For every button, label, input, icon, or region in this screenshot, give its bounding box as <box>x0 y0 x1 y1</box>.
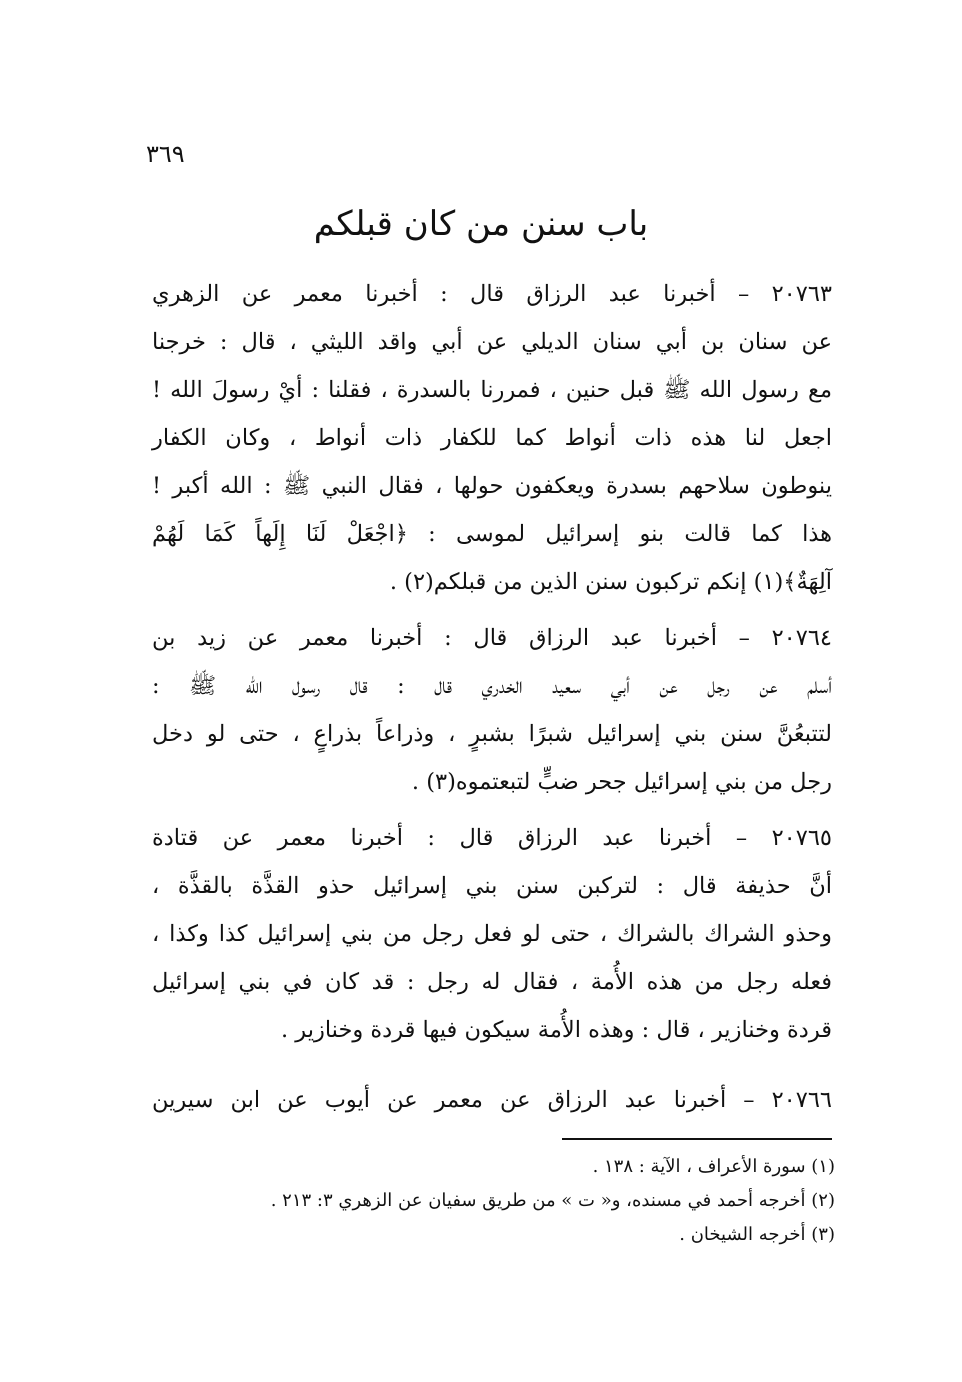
hadith-line: ٢٠٧٦٣ – أخبرنا عبد الرزاق قال : أخبرنا معمر عن الزهري <box>152 281 832 307</box>
hadith-line: فعله رجل من هذه الأُمة ، فقال له رجل : قد كان في بني إسرائيل <box>152 969 832 995</box>
footnote-divider <box>562 1138 832 1140</box>
chapter-title: باب سنن من كان قبلكم <box>313 204 649 244</box>
footnote-3: (٣) أخرجه الشيخان . <box>679 1224 835 1245</box>
hadith-line: أنَّ حذيفة قال : لتركبن سنن بني إسرائيل حذو القذَّة بالقذَّة ، <box>152 873 832 899</box>
footnote-2: (٢) أخرجه أحمد في مسنده، و« ت » من طريق سفيان عن الزهري ٣: ٢١٣ . <box>270 1190 835 1211</box>
hadith-line: آلِهَةٌ﴾(١) إنكم تركبون سنن الذين من قبلكم(٢) . <box>389 569 832 595</box>
hadith-line: أسلم عن رجل عن أبي سعيد الخدري قال : قال رسول الله ﷺ : <box>152 673 832 699</box>
footnotes <box>150 1150 835 1252</box>
hadith-line: ٢٠٧٦٥ – أخبرنا عبد الرزاق قال : أخبرنا معمر عن قتادة <box>152 825 832 851</box>
hadith-line: مع رسول الله ﷺ قبل حنين ، فمررنا بالسدرة ، فقلنا : أيْ رسولَ الله ! <box>152 377 832 403</box>
hadith-line: هذا كما قالت بنو إسرائيل لموسى : ﴿اجْعَلْ لَنَا إِلَهاً كَمَا لَهُمْ <box>152 521 832 547</box>
hadith-line: رجل من بني إسرائيل جحر ضبٍّ لتبعتموه(٣) . <box>411 769 832 795</box>
hadith-line: اجعل لنا هذه ذات أنواط كما للكفار ذات أنواط ، وكان الكفار <box>152 425 832 451</box>
hadith-20766 <box>152 1076 832 1124</box>
hadith-line: ٢٠٧٦٤ – أخبرنا عبد الرزاق قال : أخبرنا معمر عن زيد بن <box>152 625 832 651</box>
hadith-line: وحذو الشراك بالشراك ، حتى لو فعل رجل من بني إسرائيل كذا وكذا ، <box>152 921 832 947</box>
hadith-line: ينوطون سلاحهم بسدرة ويعكفون حولها ، فقال النبي ﷺ : الله أكبر ! <box>152 473 832 499</box>
hadith-20764 <box>152 614 832 806</box>
hadith-line: قردة وخنازير ، قال : وهذه الأُمة سيكون فيها قردة وخنازير . <box>280 1017 832 1043</box>
footnote-1: (١) سورة الأعراف ، الآية : ١٣٨ . <box>592 1156 835 1177</box>
hadith-20765 <box>152 814 832 1054</box>
hadith-20763 <box>152 270 832 606</box>
hadith-line: ٢٠٧٦٦ – أخبرنا عبد الرزاق عن معمر عن أيوب عن ابن سيرين <box>152 1087 832 1113</box>
hadith-line: عن سنان بن أبي سنان الديلي عن أبي واقد الليثي ، قال : خرجنا <box>152 329 832 355</box>
page-number: ٣٦٩ <box>146 140 185 168</box>
hadith-line: لتتبعُنَّ سنن بني إسرائيل شبرًا بشبرٍ ، وذراعاً بذراعٍ ، حتى لو دخل <box>152 721 832 747</box>
